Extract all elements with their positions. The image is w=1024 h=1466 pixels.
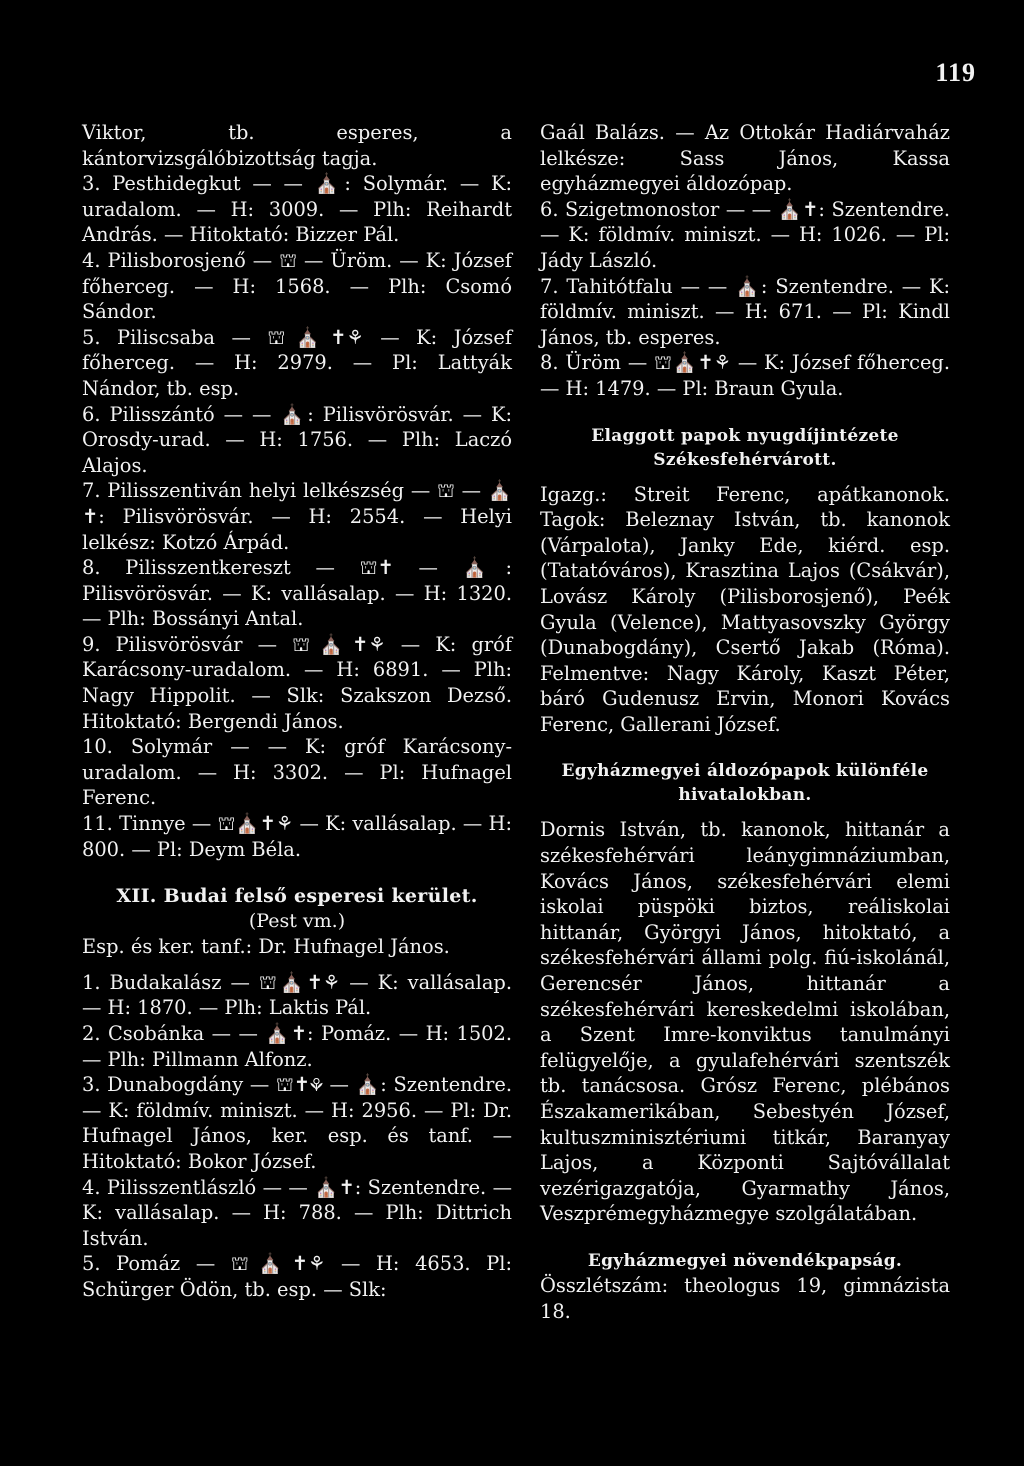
section-xii-entry-7: 7. Tahitótfalu — — ⛪: Szentendre. — K: földmív. miniszt. — H: 671. — Pl: Kindl János, tb. esperes. bbox=[540, 274, 950, 349]
section-xii-entry-8: 8. Üröm — ⛫⛪✝⚘ — K: József főherceg. — H: 1479. — Pl: Braun Gyula. bbox=[540, 351, 950, 400]
page-number: 119 bbox=[935, 58, 976, 87]
parish-entry-10: 10. Solymár — — K: gróf Karácsony-uradalom. — H: 3302. — Pl: Hufnagel Ferenc. bbox=[82, 735, 512, 810]
parish-entry-3: 3. Pesthidegkut — — ⛪: Solymár. — K: uradalom. — H: 3009. — Plh: Reihardt András. — Hitoktató: Bizzer Pál. bbox=[82, 172, 512, 247]
parish-entry-7: 7. Pilisszentiván helyi lelkészség — ⛫ — ⛪✝: Pilisvörösvár. — H: 2554. — Helyi lelkész: Kotzó Árpád. bbox=[82, 479, 512, 554]
offices-text: Dornis István, tb. kanonok, hittanár a székesfehérvári leánygimnáziumban, Kovács János, székesfehérvári elemi iskolai püspöki biztos, reáliskolai hittanár, Györgyi János, hitoktató, a székesfehérvári állami polg. fiú-iskolánál, Gerencsér János, hittanár a székesfehérvári kereskedelmi iskolában, a Szent Imre-konviktus tanulmányi felügyelője, a gyulafehérvári szentszék tb. tanácsosa. Grósz Ferenc, plébános Északamerikában, Sebestyén József, kultuszminisztériumi titkár, Baranyay Lajos, a Központi Sajtóvállalat vezérigazgatója, Gyarmathy János, Veszprémegyházmegye szolgálatában. bbox=[540, 818, 950, 1226]
section-xii-subtitle: (Pest vm.) bbox=[248, 910, 346, 933]
section-xii-entry-3: 3. Dunabogdány — ⛫✝⚘ — ⛪: Szentendre. — K: földmív. miniszt. — H: 2956. — Pl: Dr. Hufnagel János, ker. esp. és tanf. — Hitoktató: Bokor József. bbox=[82, 1073, 512, 1173]
parish-entry-6: 6. Pilisszántó — — ⛪: Pilisvörösvár. — K: Orosdy-urad. — H: 1756. — Plh: Laczó Alajos. bbox=[82, 402, 512, 477]
offices-title: Egyházmegyei áldozópapok különféle hivatalokban. bbox=[561, 761, 929, 806]
section-xii-entry-5: 5. Pomáz — ⛫⛪✝⚘ — H: 4653. Pl: Schürger Ödön, tb. esp. — Slk: bbox=[82, 1252, 512, 1301]
pension-institute-text: Igazg.: Streit Ferenc, apátkanonok. Tagok: Beleznay István, tb. kanonok (Várpalota), Janky Ede, kiérd. esp. (Tatatóváros), Krasztina Lajos (Csákvár), Lovász Károly (Pilisborosjenő), Peék Gyula (Velence), Mattyasovszky György (Dunabogdány), Csertő Jakab (Róma). Felmentve: Nagy Károly, Kaszt Péter, báró Gudenusz Ervin, Monori Kovács Ferenc, Gallerani József. bbox=[540, 482, 950, 736]
right-column bbox=[540, 120, 950, 1324]
parish-entry-11: 11. Tinnye — ⛫⛪✝⚘ — K: vallásalap. — H: 800. — Pl: Deym Béla. bbox=[82, 812, 512, 861]
section-xii-intro: Esp. és ker. tanf.: Dr. Hufnagel János. bbox=[82, 935, 450, 959]
section-xii-entry-2: 2. Csobánka — — ⛪✝: Pomáz. — H: 1502. — Plh: Pillmann Alfonz. bbox=[82, 1022, 512, 1071]
section-xii-entry-4: 4. Pilisszentlászló — — ⛪✝: Szentendre. — K: vallásalap. — H: 788. — Plh: Dittrich István. bbox=[82, 1175, 512, 1250]
section-xii-entry-1: 1. Budakalász — ⛫⛪✝⚘ — K: vallásalap. — H: 1870. — Plh: Laktis Pál. bbox=[82, 970, 512, 1020]
seminarians-text: Összlétszám: theologus 19, gimnázista 18. bbox=[540, 1273, 950, 1323]
left-paragraph-1: Viktor, tb. esperes, a kántorvizsgálóbizottság tagja. bbox=[82, 121, 512, 170]
pension-institute-title: Elaggott papok nyugdíjintézete Székesfehérvárott. bbox=[591, 425, 899, 470]
parish-entry-4: 4. Pilisborosjenő — ⛫ — Üröm. — K: József főherceg. — H: 1568. — Plh: Csomó Sándor. bbox=[82, 248, 512, 324]
right-paragraph-1: Gaál Balázs. — Az Ottokár Hadiárvaház lelkésze: Sass János, Kassa egyházmegyei áldozópap. bbox=[540, 121, 950, 196]
section-xii-title: XII. Budai felső esperesi kerület. bbox=[116, 885, 478, 908]
left-column bbox=[82, 120, 512, 1303]
seminarians-title: Egyházmegyei növendékpapság. bbox=[587, 1250, 903, 1271]
parish-entry-5: 5. Piliscsaba — ⛫⛪✝⚘ — K: József főherceg. — H: 2979. — Pl: Lattyák Nándor, tb. esp. bbox=[82, 325, 512, 400]
parish-entry-9: 9. Pilisvörösvár — ⛫⛪✝⚘ — K: gróf Karácsony-uradalom. — H: 6891. — Plh: Nagy Hippolit. — Slk: Szakszon Dezső. Hitoktató: Bergendi János. bbox=[82, 632, 512, 733]
parish-entry-8: 8. Pilisszentkereszt — ⛫✝ — ⛪: Pilisvörösvár. — K: vallásalap. — H: 1320. — Plh: Bossányi Antal. bbox=[82, 556, 512, 631]
section-xii-entry-6: 6. Szigetmonostor — — ⛪✝: Szentendre. — K: földmív. miniszt. — H: 1026. — Pl: Jády László. bbox=[540, 197, 950, 272]
